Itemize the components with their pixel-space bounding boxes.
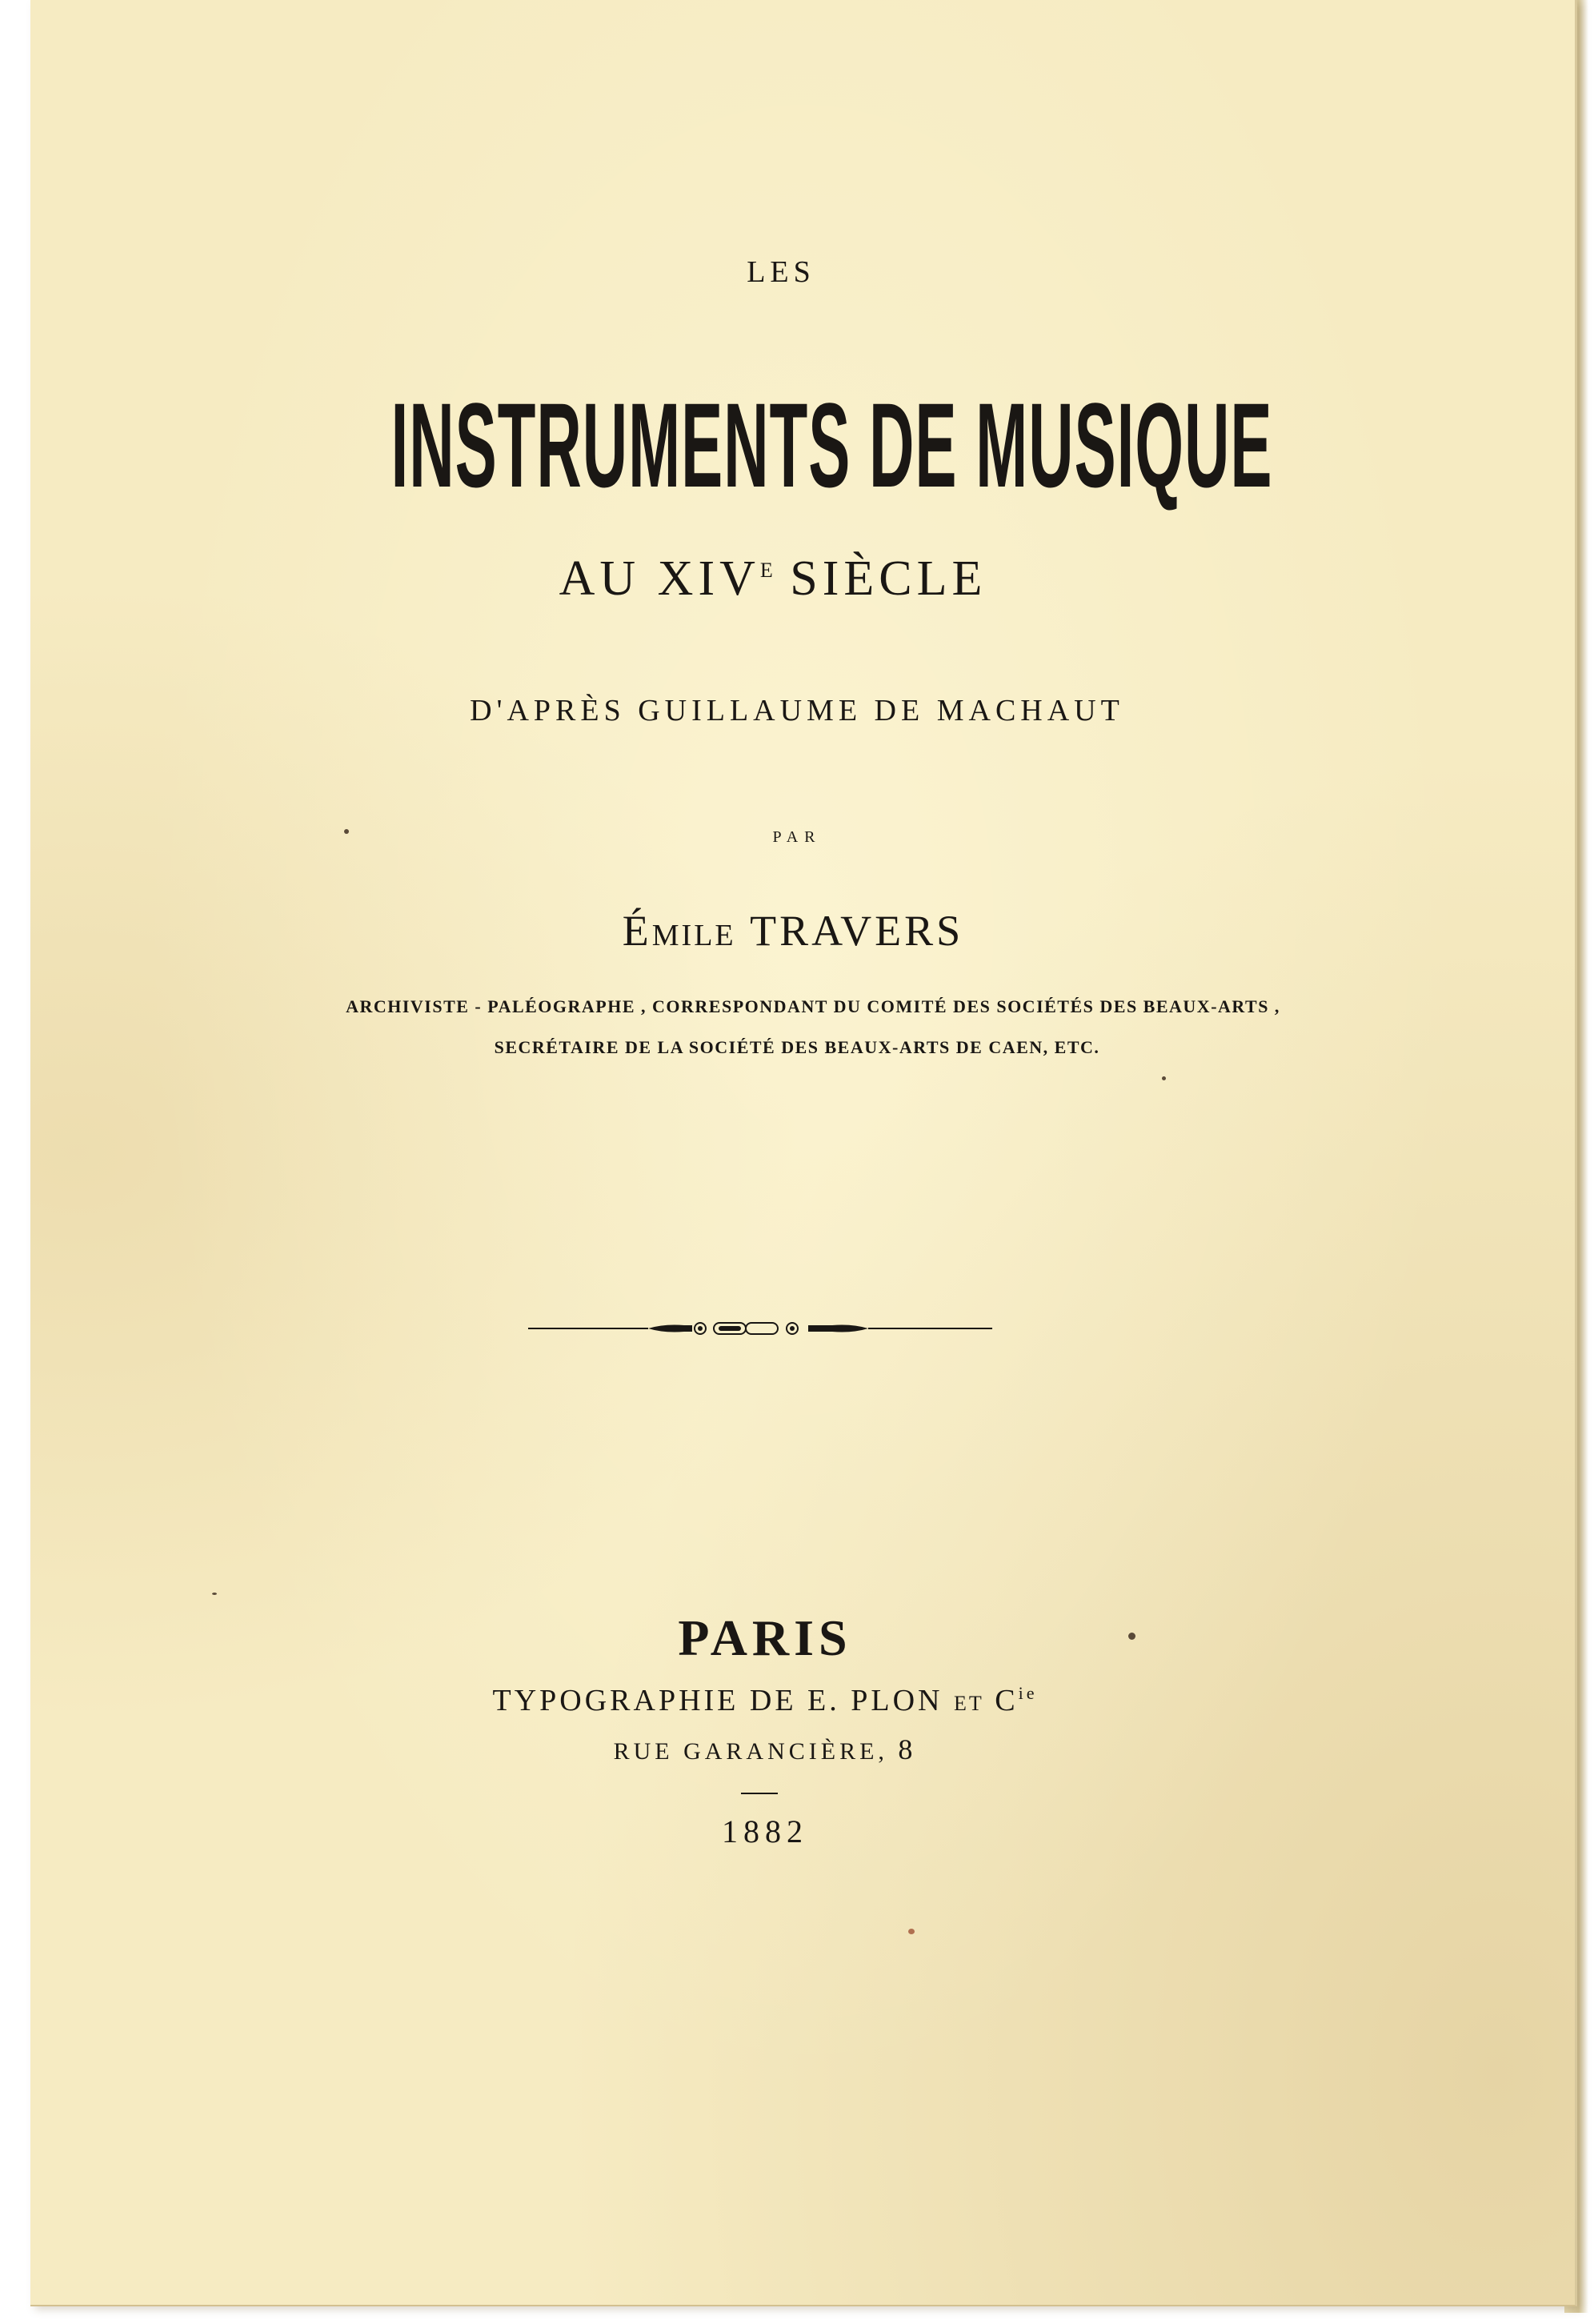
author-first-name: MILE	[651, 919, 736, 952]
imprint-divider	[741, 1793, 778, 1794]
street-number: 8	[898, 1733, 917, 1765]
subtitle-end: SIÈCLE	[772, 551, 987, 606]
page-title	[0, 376, 1578, 515]
imprint-address	[0, 1733, 1562, 1766]
printer-name: TYPOGRAPHIE DE E. PLON	[492, 1684, 943, 1717]
street-name: RUE GARANCIÈRE,	[613, 1738, 888, 1765]
paper-speck	[344, 829, 349, 834]
imprint-year: 1882	[722, 1813, 808, 1849]
page-title-text: INSTRUMENTS DE MUSIQUE	[390, 378, 1273, 512]
author-last-name: TRAVERS	[750, 907, 964, 955]
paper-speck	[1128, 1633, 1135, 1640]
author-name	[0, 906, 1590, 956]
paper-sheet	[30, 0, 1577, 2306]
author-credentials-line-1: ARCHIVISTE - PALÉOGRAPHE , CORRESPONDANT DU COMITÉ DES SOCIÉTÉS DES BEAUX-ARTS ,	[346, 996, 1280, 1016]
title-article: LES	[747, 255, 815, 289]
subtitle	[0, 551, 1570, 607]
printer-c: C	[995, 1684, 1019, 1717]
source-line: D'APRÈS GUILLAUME DE MACHAUT	[470, 694, 1124, 727]
subtitle-superscript: E	[759, 559, 773, 582]
paper-speck	[1162, 1076, 1166, 1080]
paper-speck	[908, 1929, 915, 1934]
imprint-printer	[0, 1683, 1562, 1718]
paper-speck	[212, 1593, 217, 1595]
author-credentials-line-2: SECRÉTAIRE DE LA SOCIÉTÉ DES BEAUX-ARTS DE CAEN, ETC.	[494, 1037, 1100, 1057]
imprint-city: PARIS	[678, 1609, 852, 1666]
typographic-rule-ornament-icon	[528, 1312, 992, 1344]
printer-superscript: ie	[1018, 1683, 1038, 1703]
subtitle-main: AU XIV	[559, 551, 760, 606]
printer-et: ET	[953, 1692, 984, 1715]
by-line: PAR	[772, 828, 822, 846]
author-initial: É	[622, 907, 652, 955]
